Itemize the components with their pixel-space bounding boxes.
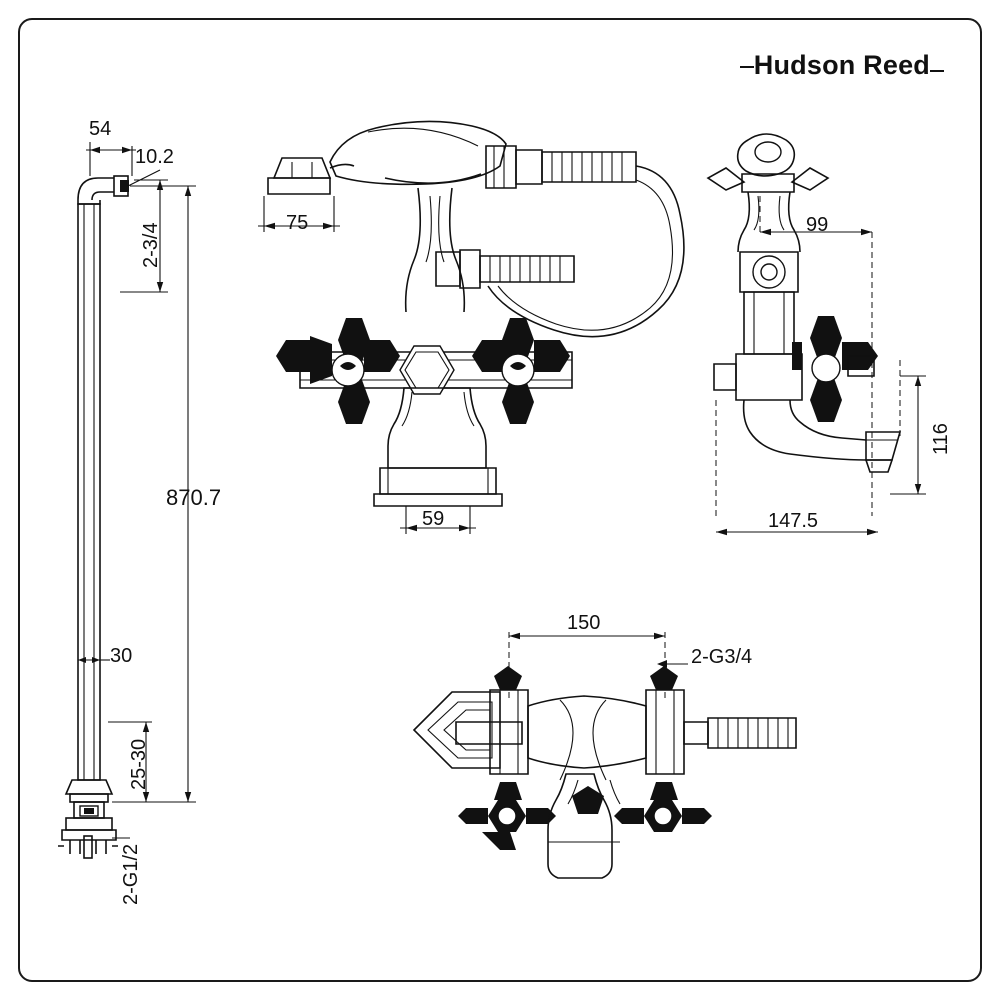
cross-handle-side <box>792 316 878 422</box>
dim-147-5: 147.5 <box>768 510 819 532</box>
dim-870-7: 870.7 <box>166 485 222 510</box>
cross-handle-top-right <box>614 782 712 832</box>
cross-handle-top-left <box>458 782 556 850</box>
dim-54: 54 <box>89 118 112 140</box>
side-view <box>708 134 926 535</box>
dim-2-g1-2: 2-G1/2 <box>120 843 142 905</box>
front-view <box>258 121 684 534</box>
dim-2-3-4: 2-3/4 <box>140 222 162 268</box>
dim-75: 75 <box>286 212 309 234</box>
dim-59: 59 <box>422 508 445 530</box>
dim-30: 30 <box>110 645 133 667</box>
brand-name: Hudson Reed <box>753 50 930 80</box>
dim-2-g3-4: 2-G3/4 <box>691 646 753 668</box>
dim-10-2: 10.2 <box>135 146 174 168</box>
dim-150: 150 <box>567 612 601 634</box>
cross-handle-right <box>472 318 570 424</box>
dim-116: 116 <box>930 423 952 455</box>
cross-handle-left <box>276 318 400 424</box>
dim-25-30: 25-30 <box>128 738 150 790</box>
dim-99: 99 <box>806 214 829 236</box>
